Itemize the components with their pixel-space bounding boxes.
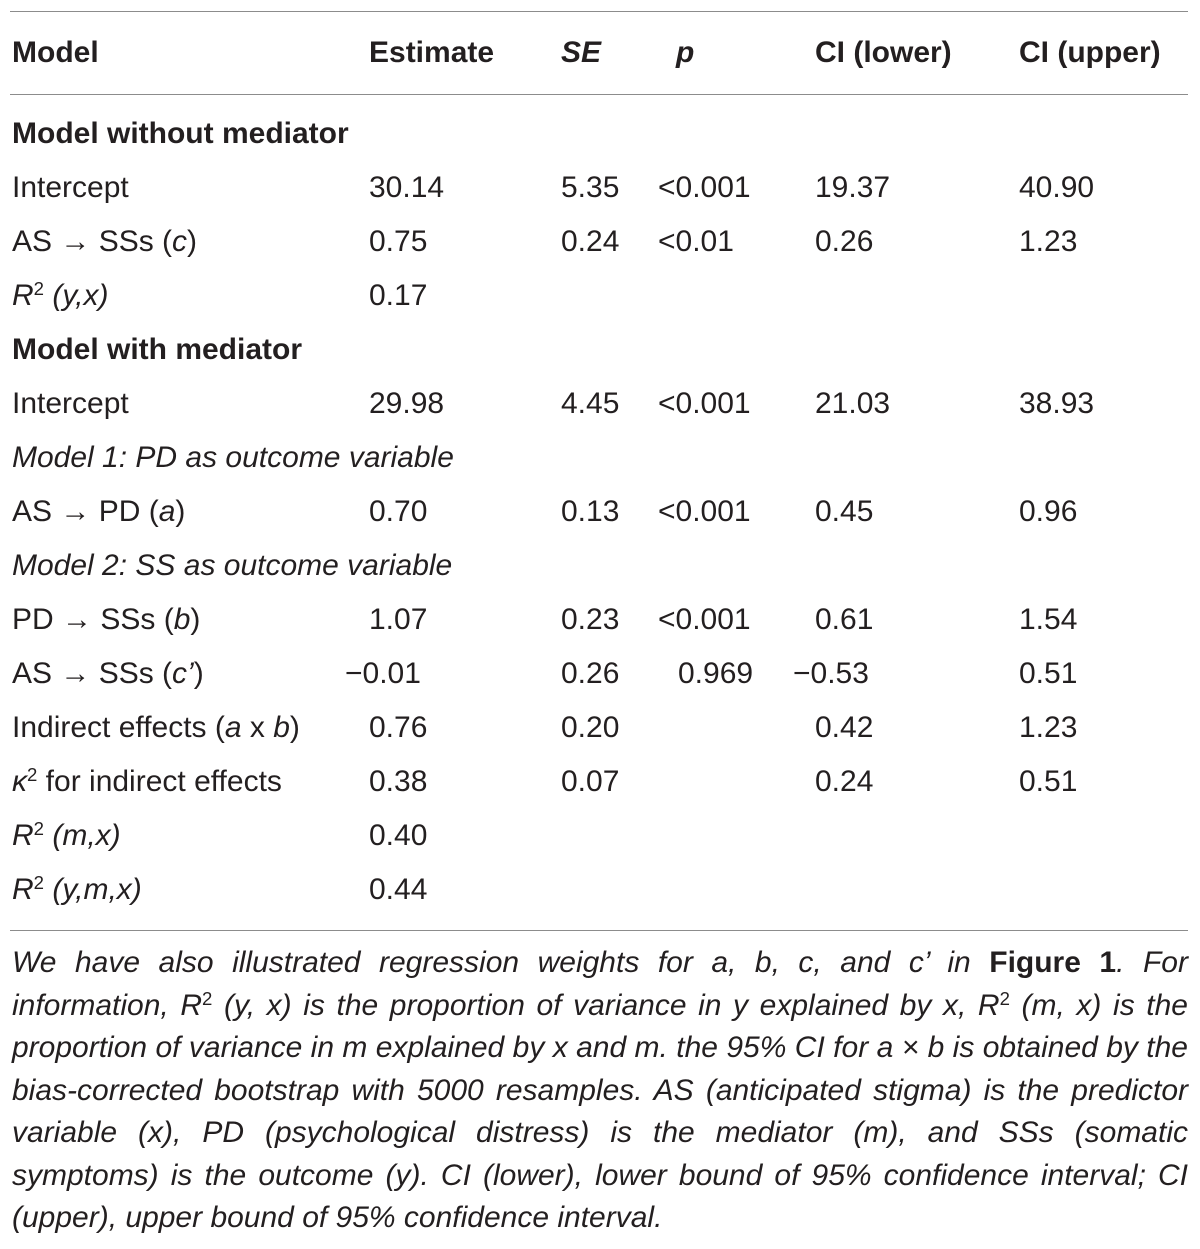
- section-without-mediator: Model without mediator: [12, 117, 349, 150]
- row-estimate: 0.38: [369, 765, 428, 798]
- row-ci-upper: 1.23: [1019, 711, 1078, 744]
- label-text: AS → PD (: [12, 495, 159, 528]
- label-text: ): [289, 711, 300, 744]
- header-model: Model: [12, 36, 99, 69]
- note-text: . For information, R: [12, 946, 1188, 1022]
- row-label: [12, 710, 300, 746]
- label-variable: c’: [172, 657, 194, 690]
- label-text: ): [190, 603, 201, 636]
- row-label: Intercept: [12, 387, 129, 420]
- row-ci-upper: 0.51: [1019, 765, 1078, 798]
- header-p: p: [676, 36, 695, 69]
- row-estimate: 30.14: [369, 171, 445, 204]
- row-se: 0.26: [561, 657, 620, 690]
- label-text: AS → SSs (: [12, 657, 173, 690]
- label-superscript: 2: [33, 871, 45, 893]
- subhead-model-2: Model 2: SS as outcome variable: [12, 549, 453, 582]
- row-estimate: 0.40: [369, 819, 428, 852]
- row-p: <0.001: [658, 603, 751, 636]
- label-text: PD → SSs (: [12, 603, 174, 636]
- label-variable: a: [158, 495, 176, 528]
- row-p: <0.001: [658, 495, 751, 528]
- label-superscript: 2: [33, 277, 45, 299]
- label-variable: b: [273, 711, 290, 744]
- row-label: [12, 656, 204, 692]
- row-se: 0.07: [561, 765, 620, 798]
- label-args: (y,m,x): [44, 873, 142, 906]
- header-se: SE: [561, 36, 602, 69]
- row-p: <0.001: [658, 387, 751, 420]
- row-estimate: 29.98: [369, 387, 445, 420]
- label-symbol: R: [12, 873, 34, 906]
- label-symbol: R: [12, 819, 34, 852]
- row-se: 0.20: [561, 711, 620, 744]
- label-args: (y,x): [44, 279, 109, 312]
- row-ci-lower: 0.45: [815, 495, 874, 528]
- label-args: (m,x): [44, 819, 121, 852]
- table-footnote: [12, 942, 1188, 1240]
- note-superscript: 2: [202, 987, 213, 1009]
- row-label: [12, 494, 185, 530]
- row-ci-upper: 1.54: [1019, 603, 1078, 636]
- label-text: for indirect effects: [37, 765, 282, 798]
- note-text: (y, x) is the proportion of variance in y explained by x, R: [212, 988, 1000, 1022]
- row-estimate: 0.76: [369, 711, 428, 744]
- label-variable: a: [224, 711, 242, 744]
- row-ci-upper: 1.23: [1019, 225, 1078, 258]
- subhead-model-1: Model 1: PD as outcome variable: [12, 441, 454, 474]
- row-label: Intercept: [12, 171, 129, 204]
- note-text: (m, x) is the proportion of variance in m explained by x and m. the 95% CI for a × b is obtained by the bias-corrected bootstrap with 5000 resamples. AS (anticipated stigma) is the predictor variable (x), PD (psychological distress) is the mediator (m), and SSs (somatic symptoms) is the outcome (y). CI (lower), lower bound of 95% confidence interval; CI (upper), upper bound of 95% confidence interval.: [12, 988, 1188, 1234]
- note-superscript: 2: [999, 987, 1010, 1009]
- row-se: 4.45: [561, 387, 620, 420]
- row-ci-lower: 0.61: [815, 603, 874, 636]
- row-ci-lower: 21.03: [815, 387, 891, 420]
- row-p: 0.969: [678, 657, 754, 690]
- label-variable: c: [172, 225, 188, 258]
- header-rule: [10, 94, 1188, 95]
- row-ci-lower: 19.37: [815, 171, 891, 204]
- row-estimate: 0.44: [369, 873, 428, 906]
- row-estimate: 0.75: [369, 225, 428, 258]
- row-ci-lower: 0.42: [815, 711, 874, 744]
- figure-reference: Figure 1: [989, 946, 1117, 979]
- label-text: ): [187, 225, 198, 258]
- label-symbol: κ: [12, 765, 27, 798]
- row-estimate: 0.17: [369, 279, 428, 312]
- row-p: <0.01: [658, 225, 734, 258]
- header-ci-lower: CI (lower): [815, 36, 952, 69]
- note-text: We have also illustrated regression weights for a, b, c, and c’ in: [12, 946, 990, 979]
- label-text: ): [175, 495, 186, 528]
- row-ci-upper: 0.96: [1019, 495, 1078, 528]
- label-text: ): [193, 657, 204, 690]
- row-p: <0.001: [658, 171, 751, 204]
- row-label: [12, 224, 197, 260]
- label-text: AS → SSs (: [12, 225, 173, 258]
- row-ci-upper: 40.90: [1019, 171, 1095, 204]
- row-label: [12, 602, 200, 638]
- row-se: 5.35: [561, 171, 620, 204]
- row-label: [12, 818, 121, 854]
- row-label: [12, 278, 108, 314]
- row-estimate: 0.70: [369, 495, 428, 528]
- label-text: Indirect effects (: [12, 711, 225, 744]
- section-with-mediator: Model with mediator: [12, 333, 303, 366]
- row-estimate: 1.07: [369, 603, 428, 636]
- label-variable: b: [173, 603, 191, 636]
- header-ci-upper: CI (upper): [1019, 36, 1161, 69]
- label-text: x: [241, 711, 274, 744]
- row-ci-lower: 0.26: [815, 225, 874, 258]
- row-ci-upper: 0.51: [1019, 657, 1078, 690]
- row-label: [12, 872, 142, 908]
- label-symbol: R: [12, 279, 34, 312]
- row-ci-lower: −0.53: [793, 657, 869, 690]
- row-se: 0.24: [561, 225, 620, 258]
- row-se: 0.13: [561, 495, 620, 528]
- row-se: 0.23: [561, 603, 620, 636]
- row-label: [12, 764, 282, 800]
- bottom-rule: [10, 930, 1188, 931]
- row-ci-upper: 38.93: [1019, 387, 1095, 420]
- top-rule: [10, 11, 1188, 12]
- row-ci-lower: 0.24: [815, 765, 874, 798]
- label-superscript: 2: [27, 763, 38, 785]
- row-estimate: −0.01: [345, 657, 421, 690]
- header-estimate: Estimate: [369, 36, 495, 69]
- label-superscript: 2: [33, 817, 45, 839]
